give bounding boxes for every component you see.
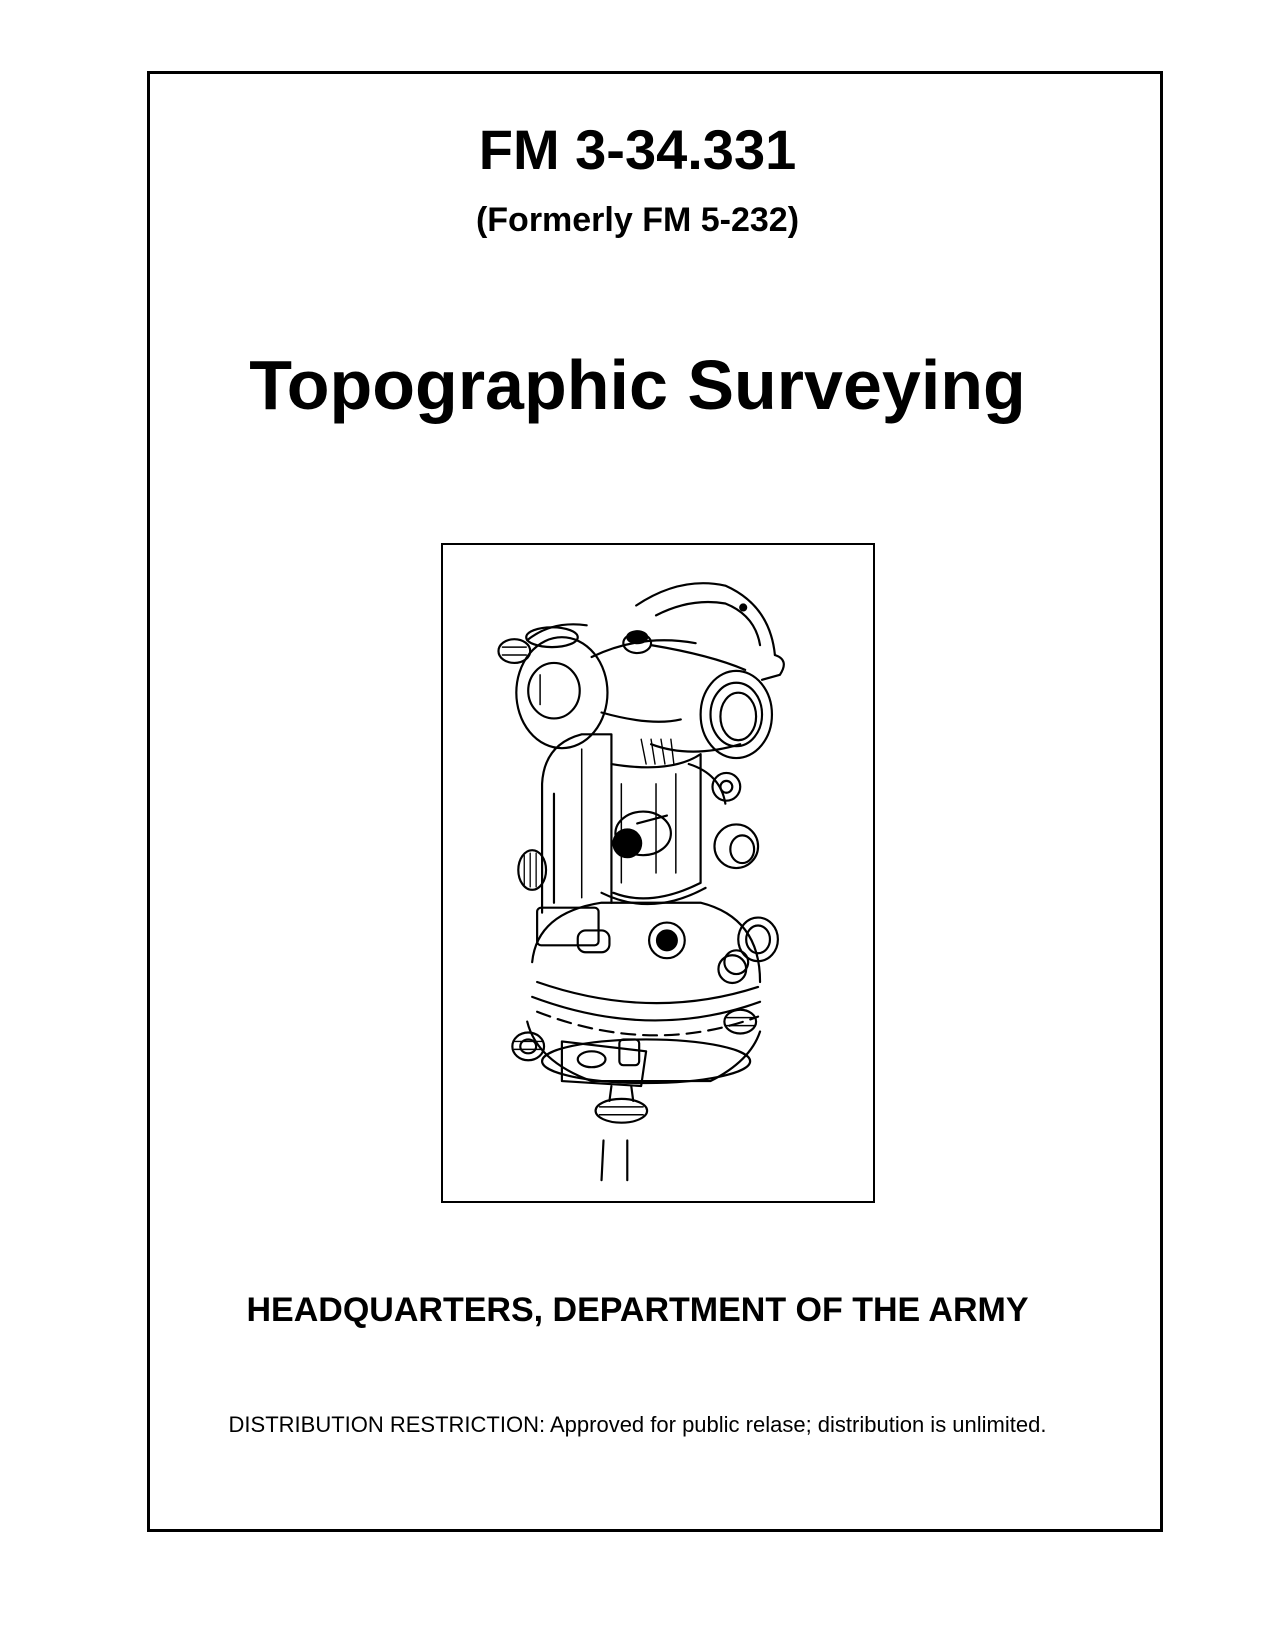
field-manual-number: FM 3-34.331: [478, 118, 797, 181]
issuing-headquarters: HEADQUARTERS, DEPARTMENT OF THE ARMY: [246, 1291, 1029, 1329]
cover-illustration: [441, 543, 875, 1203]
theodolite-icon: [443, 545, 873, 1201]
former-manual-number: (Formerly FM 5-232): [475, 201, 800, 239]
distribution-restriction: DISTRIBUTION RESTRICTION: Approved for public relase; distribution is unlimited.: [228, 1412, 1047, 1437]
document-title: Topographic Surveying: [249, 346, 1026, 424]
